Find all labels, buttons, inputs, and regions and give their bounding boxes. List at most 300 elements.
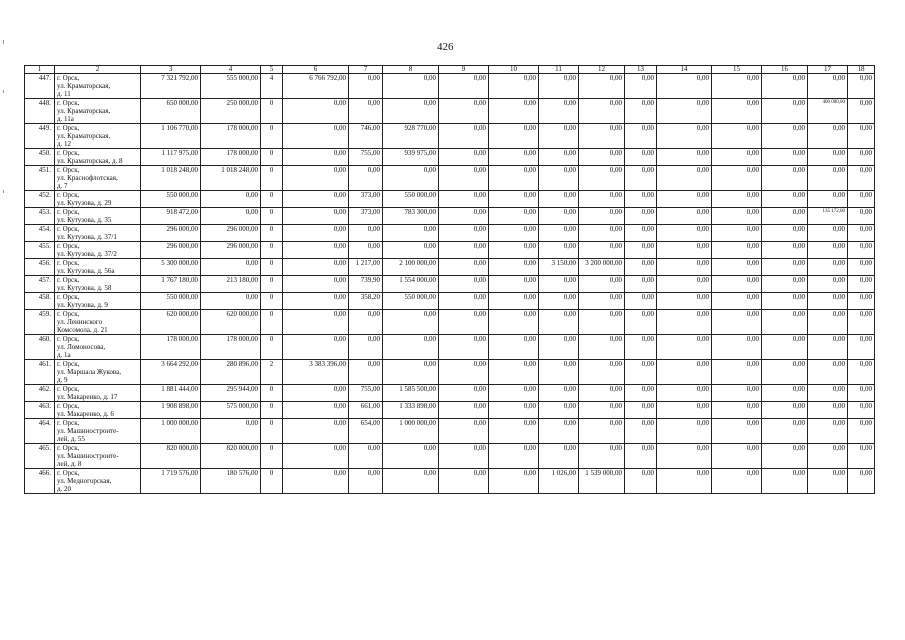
- address-line: д. 20: [57, 485, 72, 493]
- address-line: г. Орск,: [57, 225, 80, 233]
- cell-c13: 0,00: [625, 208, 657, 225]
- cell-c17: 0,00: [808, 74, 848, 99]
- row-number: 464.: [25, 419, 55, 444]
- cell-c8: 0,00: [383, 469, 439, 494]
- address-line: г. Орск,: [57, 166, 80, 174]
- address-line: г. Орск,: [57, 208, 80, 216]
- table-row: [25, 74, 875, 99]
- cell-c13: 0,00: [625, 242, 657, 259]
- cell-c12: 0,00: [579, 149, 625, 166]
- cell-c14: 0,00: [657, 469, 712, 494]
- cell-c7: 0,00: [349, 242, 383, 259]
- cell-c9: 0,00: [439, 166, 489, 191]
- cell-c9: 0,00: [439, 149, 489, 166]
- cell-c8: 0,00: [383, 74, 439, 99]
- cell-c6: 0,00: [283, 99, 349, 124]
- address-line: д. 9: [57, 376, 68, 384]
- cell-c14: 0,00: [657, 166, 712, 191]
- cell-c15: 0,00: [712, 225, 762, 242]
- cell-c15: 0,00: [712, 259, 762, 276]
- cell-c12: 0,00: [579, 402, 625, 419]
- cell-c17: 0,00: [808, 242, 848, 259]
- cell-c18: 0,00: [848, 293, 875, 310]
- cell-c6: 0,00: [283, 242, 349, 259]
- cell-c13: 0,00: [625, 335, 657, 360]
- row-number: 457.: [25, 276, 55, 293]
- address-line: д. 1а: [57, 351, 71, 359]
- cell-c17: 0,00: [808, 259, 848, 276]
- address-line: г. Орск,: [57, 276, 80, 284]
- cell-c12: 0,00: [579, 99, 625, 124]
- cell-c14: 0,00: [657, 208, 712, 225]
- cell-c16: 0,00: [762, 149, 808, 166]
- cell-c16: 0,00: [762, 402, 808, 419]
- address-line: ул. Машиностроите-: [57, 452, 119, 460]
- cell-c15: 0,00: [712, 469, 762, 494]
- address-cell: [55, 335, 141, 360]
- cell-c15: 0,00: [712, 310, 762, 335]
- cell-c14: 0,00: [657, 74, 712, 99]
- row-number: 454.: [25, 225, 55, 242]
- cell-c6: 0,00: [283, 419, 349, 444]
- cell-c11: 0,00: [539, 276, 579, 293]
- cell-c18: 0,00: [848, 444, 875, 469]
- cell-c7: 0,00: [349, 335, 383, 360]
- cell-c11: 0,00: [539, 74, 579, 99]
- cell-c12: 0,00: [579, 335, 625, 360]
- cell-c15: 0,00: [712, 360, 762, 385]
- row-number: 460.: [25, 335, 55, 360]
- cell-c3: 1 908 898,00: [141, 402, 201, 419]
- cell-c6: 0,00: [283, 259, 349, 276]
- cell-c3: 820 000,00: [141, 444, 201, 469]
- address-cell: [55, 360, 141, 385]
- row-number: 451.: [25, 166, 55, 191]
- cell-c6: 0,00: [283, 276, 349, 293]
- cell-c10: 0,00: [489, 444, 539, 469]
- row-number: 458.: [25, 293, 55, 310]
- column-header: 11: [539, 66, 579, 74]
- row-number: 449.: [25, 124, 55, 149]
- cell-c9: 0,00: [439, 360, 489, 385]
- cell-c11: 0,00: [539, 225, 579, 242]
- cell-c7: 654,00: [349, 419, 383, 444]
- cell-c14: 0,00: [657, 360, 712, 385]
- cell-c13: 0,00: [625, 149, 657, 166]
- cell-c9: 0,00: [439, 74, 489, 99]
- column-header: 12: [579, 66, 625, 74]
- cell-c6: 0,00: [283, 469, 349, 494]
- address-line: г. Орск,: [57, 124, 80, 132]
- cell-c5: 0: [261, 191, 283, 208]
- address-cell: [55, 74, 141, 99]
- cell-c17: 0,00: [808, 191, 848, 208]
- cell-c14: 0,00: [657, 225, 712, 242]
- cell-c16: 0,00: [762, 124, 808, 149]
- address-line: ул. Краснофлотская,: [57, 174, 118, 182]
- cell-c17: 0,00: [808, 225, 848, 242]
- cell-c5: 0: [261, 385, 283, 402]
- cell-c6: 0,00: [283, 402, 349, 419]
- cell-c10: 0,00: [489, 166, 539, 191]
- cell-c4: 0,00: [201, 191, 261, 208]
- cell-c4: 178 000,00: [201, 149, 261, 166]
- address-cell: [55, 276, 141, 293]
- cell-c17: 0,00: [808, 124, 848, 149]
- cell-c17: 0,00: [808, 310, 848, 335]
- cell-c10: 0,00: [489, 293, 539, 310]
- cell-c18: 0,00: [848, 259, 875, 276]
- column-header: 3: [141, 66, 201, 74]
- cell-c16: 0,00: [762, 276, 808, 293]
- cell-c8: 0,00: [383, 225, 439, 242]
- column-header: 17: [808, 66, 848, 74]
- cell-c8: 550 000,00: [383, 191, 439, 208]
- cell-c10: 0,00: [489, 208, 539, 225]
- cell-c10: 0,00: [489, 149, 539, 166]
- cell-c11: 0,00: [539, 191, 579, 208]
- column-header: 5: [261, 66, 283, 74]
- address-line: ул. Медногорская,: [57, 477, 112, 485]
- cell-c10: 0,00: [489, 276, 539, 293]
- column-header: 18: [848, 66, 875, 74]
- column-header: 9: [439, 66, 489, 74]
- address-line: ул. Краматорская,: [57, 82, 111, 90]
- cell-c16: 0,00: [762, 419, 808, 444]
- cell-c9: 0,00: [439, 191, 489, 208]
- cell-c15: 0,00: [712, 124, 762, 149]
- address-line: ул. Кутузова, д. 37/2: [57, 250, 117, 258]
- cell-c10: 0,00: [489, 335, 539, 360]
- cell-c15: 0,00: [712, 444, 762, 469]
- column-header: 7: [349, 66, 383, 74]
- cell-c4: 820 000,00: [201, 444, 261, 469]
- cell-c8: 1 554 000,00: [383, 276, 439, 293]
- cell-c3: 178 000,00: [141, 335, 201, 360]
- cell-c11: 0,00: [539, 310, 579, 335]
- cell-c17: 0,00: [808, 385, 848, 402]
- cell-c4: 0,00: [201, 293, 261, 310]
- scan-artifact: [3, 90, 4, 93]
- cell-c7: 0,00: [349, 444, 383, 469]
- cell-c8: 1 333 898,00: [383, 402, 439, 419]
- cell-c10: 0,00: [489, 242, 539, 259]
- address-cell: [55, 149, 141, 166]
- table-row: [25, 385, 875, 402]
- cell-c10: 0,00: [489, 385, 539, 402]
- cell-c11: 0,00: [539, 444, 579, 469]
- address-cell: [55, 208, 141, 225]
- row-number: 448.: [25, 99, 55, 124]
- cell-c12: 0,00: [579, 225, 625, 242]
- cell-c16: 0,00: [762, 166, 808, 191]
- cell-c17: 0,00: [808, 293, 848, 310]
- cell-c12: 0,00: [579, 276, 625, 293]
- cell-c9: 0,00: [439, 335, 489, 360]
- cell-c8: 0,00: [383, 166, 439, 191]
- table-row: [25, 149, 875, 166]
- cell-c6: 0,00: [283, 208, 349, 225]
- cell-c9: 0,00: [439, 293, 489, 310]
- cell-c9: 0,00: [439, 242, 489, 259]
- table-body: [25, 74, 875, 494]
- column-header: 2: [55, 66, 141, 74]
- cell-c12: 0,00: [579, 360, 625, 385]
- cell-c14: 0,00: [657, 276, 712, 293]
- cell-c8: 2 100 000,00: [383, 259, 439, 276]
- cell-c6: 6 766 792,00: [283, 74, 349, 99]
- cell-c18: 0,00: [848, 208, 875, 225]
- cell-c7: 0,00: [349, 74, 383, 99]
- address-line: д. 12: [57, 140, 72, 148]
- cell-c12: 0,00: [579, 208, 625, 225]
- cell-c10: 0,00: [489, 191, 539, 208]
- cell-c14: 0,00: [657, 293, 712, 310]
- address-line: ул. Макаренко, д. 17: [57, 393, 118, 401]
- table-row: [25, 360, 875, 385]
- cell-c12: 0,00: [579, 444, 625, 469]
- cell-c7: 755,00: [349, 149, 383, 166]
- cell-c12: 0,00: [579, 310, 625, 335]
- cell-c5: 0: [261, 444, 283, 469]
- table-row: [25, 166, 875, 191]
- cell-c14: 0,00: [657, 402, 712, 419]
- cell-c14: 0,00: [657, 335, 712, 360]
- cell-c4: 0,00: [201, 419, 261, 444]
- table-header-row: [25, 66, 875, 74]
- cell-c8: 783 300,00: [383, 208, 439, 225]
- cell-c14: 0,00: [657, 259, 712, 276]
- cell-c6: 0,00: [283, 191, 349, 208]
- column-header: 10: [489, 66, 539, 74]
- cell-c9: 0,00: [439, 99, 489, 124]
- cell-c13: 0,00: [625, 191, 657, 208]
- cell-c6: 0,00: [283, 124, 349, 149]
- cell-c6: 0,00: [283, 310, 349, 335]
- cell-c4: 0,00: [201, 259, 261, 276]
- cell-c17: 135 172,00: [808, 208, 848, 225]
- cell-c12: 0,00: [579, 191, 625, 208]
- cell-c5: 0: [261, 149, 283, 166]
- cell-c5: 4: [261, 74, 283, 99]
- address-cell: [55, 444, 141, 469]
- table-row: [25, 276, 875, 293]
- address-line: ул. Кутузова, д. 56а: [57, 267, 115, 275]
- column-header: 8: [383, 66, 439, 74]
- data-table: [24, 65, 875, 494]
- cell-c13: 0,00: [625, 99, 657, 124]
- cell-c16: 0,00: [762, 360, 808, 385]
- cell-c5: 0: [261, 242, 283, 259]
- cell-c7: 0,00: [349, 310, 383, 335]
- table-row: [25, 310, 875, 335]
- table-row: [25, 444, 875, 469]
- address-cell: [55, 469, 141, 494]
- cell-c11: 0,00: [539, 335, 579, 360]
- address-line: ул. Краматорская, д. 8: [57, 157, 123, 165]
- cell-c16: 0,00: [762, 259, 808, 276]
- cell-c7: 0,00: [349, 360, 383, 385]
- address-line: ул. Кутузова, д. 35: [57, 216, 112, 224]
- cell-c4: 0,00: [201, 208, 261, 225]
- row-number: 450.: [25, 149, 55, 166]
- cell-c13: 0,00: [625, 419, 657, 444]
- cell-c15: 0,00: [712, 419, 762, 444]
- cell-c5: 0: [261, 124, 283, 149]
- cell-c13: 0,00: [625, 74, 657, 99]
- cell-c18: 0,00: [848, 335, 875, 360]
- scan-artifact: [3, 40, 4, 44]
- cell-c14: 0,00: [657, 191, 712, 208]
- cell-c8: 928 770,00: [383, 124, 439, 149]
- cell-c3: 550 000,00: [141, 293, 201, 310]
- column-header: 16: [762, 66, 808, 74]
- cell-c16: 0,00: [762, 99, 808, 124]
- cell-c4: 280 896,00: [201, 360, 261, 385]
- cell-c12: 1 539 000,00: [579, 469, 625, 494]
- table-row: [25, 124, 875, 149]
- cell-c18: 0,00: [848, 99, 875, 124]
- address-line: г. Орск,: [57, 74, 80, 82]
- address-line: ул. Кутузова, д. 37/1: [57, 233, 117, 241]
- cell-c5: 0: [261, 419, 283, 444]
- cell-c18: 0,00: [848, 166, 875, 191]
- cell-c8: 0,00: [383, 444, 439, 469]
- table-row: [25, 225, 875, 242]
- cell-c7: 755,00: [349, 385, 383, 402]
- cell-c15: 0,00: [712, 166, 762, 191]
- column-header: 1: [25, 66, 55, 74]
- cell-c12: 0,00: [579, 419, 625, 444]
- cell-c9: 0,00: [439, 419, 489, 444]
- cell-c9: 0,00: [439, 208, 489, 225]
- cell-c6: 0,00: [283, 166, 349, 191]
- cell-c10: 0,00: [489, 99, 539, 124]
- cell-c6: 3 383 396,00: [283, 360, 349, 385]
- address-line: г. Орск,: [57, 419, 80, 427]
- cell-c3: 5 300 000,00: [141, 259, 201, 276]
- cell-c12: 0,00: [579, 242, 625, 259]
- table-row: [25, 402, 875, 419]
- row-number: 462.: [25, 385, 55, 402]
- cell-c4: 575 000,00: [201, 402, 261, 419]
- address-cell: [55, 419, 141, 444]
- cell-c16: 0,00: [762, 444, 808, 469]
- cell-c18: 0,00: [848, 419, 875, 444]
- cell-c15: 0,00: [712, 402, 762, 419]
- cell-c5: 0: [261, 208, 283, 225]
- cell-c3: 650 000,00: [141, 99, 201, 124]
- cell-c5: 0: [261, 99, 283, 124]
- cell-c7: 0,00: [349, 99, 383, 124]
- cell-c10: 0,00: [489, 225, 539, 242]
- cell-c12: 3 200 000,00: [579, 259, 625, 276]
- cell-c7: 739,90: [349, 276, 383, 293]
- address-line: ул. Машиностроите-: [57, 427, 119, 435]
- table-row: [25, 419, 875, 444]
- table-row: [25, 242, 875, 259]
- column-header: 15: [712, 66, 762, 74]
- cell-c18: 0,00: [848, 74, 875, 99]
- cell-c12: 0,00: [579, 74, 625, 99]
- row-number: 455.: [25, 242, 55, 259]
- cell-c3: 620 000,00: [141, 310, 201, 335]
- cell-c10: 0,00: [489, 124, 539, 149]
- cell-c10: 0,00: [489, 469, 539, 494]
- address-line: г. Орск,: [57, 191, 80, 199]
- address-line: ул. Кутузова, д. 58: [57, 284, 112, 292]
- cell-c14: 0,00: [657, 310, 712, 335]
- address-line: г. Орск,: [57, 444, 80, 452]
- cell-c5: 0: [261, 276, 283, 293]
- cell-c13: 0,00: [625, 259, 657, 276]
- cell-c13: 0,00: [625, 444, 657, 469]
- address-line: ул. Краматорская,: [57, 132, 111, 140]
- table-row: [25, 293, 875, 310]
- cell-c4: 1 018 248,00: [201, 166, 261, 191]
- cell-c8: 1 000 000,00: [383, 419, 439, 444]
- address-line: ул. Маршала Жукова,: [57, 368, 121, 376]
- table-row: [25, 469, 875, 494]
- column-header: 13: [625, 66, 657, 74]
- cell-c13: 0,00: [625, 385, 657, 402]
- cell-c13: 0,00: [625, 293, 657, 310]
- cell-c14: 0,00: [657, 124, 712, 149]
- cell-c16: 0,00: [762, 74, 808, 99]
- cell-c3: 918 472,00: [141, 208, 201, 225]
- cell-c7: 373,00: [349, 191, 383, 208]
- address-cell: [55, 191, 141, 208]
- cell-c3: 3 664 292,00: [141, 360, 201, 385]
- cell-c3: 296 000,00: [141, 225, 201, 242]
- cell-c11: 3 150,00: [539, 259, 579, 276]
- cell-c4: 250 000,00: [201, 99, 261, 124]
- cell-c15: 0,00: [712, 74, 762, 99]
- address-line: г. Орск,: [57, 310, 80, 318]
- cell-c5: 0: [261, 335, 283, 360]
- cell-c3: 1 881 444,00: [141, 385, 201, 402]
- cell-c4: 178 000,00: [201, 124, 261, 149]
- cell-c12: 0,00: [579, 293, 625, 310]
- row-number: 453.: [25, 208, 55, 225]
- address-cell: [55, 242, 141, 259]
- cell-c7: 0,00: [349, 166, 383, 191]
- row-number: 461.: [25, 360, 55, 385]
- row-number: 465.: [25, 444, 55, 469]
- cell-c6: 0,00: [283, 385, 349, 402]
- scan-artifact: [3, 190, 4, 193]
- cell-c16: 0,00: [762, 242, 808, 259]
- row-number: 452.: [25, 191, 55, 208]
- cell-c4: 296 000,00: [201, 225, 261, 242]
- cell-c14: 0,00: [657, 99, 712, 124]
- cell-c11: 0,00: [539, 385, 579, 402]
- cell-c3: 550 000,00: [141, 191, 201, 208]
- cell-c7: 746,00: [349, 124, 383, 149]
- cell-c11: 0,00: [539, 419, 579, 444]
- cell-c3: 1 106 770,00: [141, 124, 201, 149]
- cell-c5: 0: [261, 259, 283, 276]
- address-line: ул. Краматорская,: [57, 107, 111, 115]
- address-line: ул. Кутузова, д. 29: [57, 199, 112, 207]
- cell-c6: 0,00: [283, 293, 349, 310]
- cell-c15: 0,00: [712, 242, 762, 259]
- column-header: 14: [657, 66, 712, 74]
- table-row: [25, 335, 875, 360]
- address-cell: [55, 402, 141, 419]
- cell-c8: 1 585 500,00: [383, 385, 439, 402]
- cell-c16: 0,00: [762, 385, 808, 402]
